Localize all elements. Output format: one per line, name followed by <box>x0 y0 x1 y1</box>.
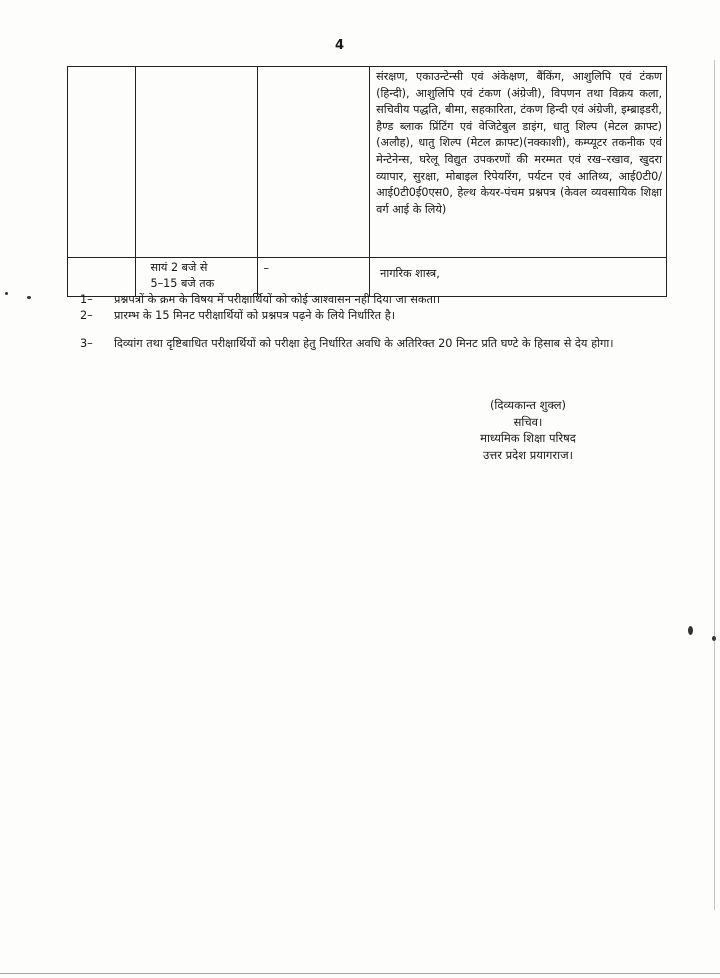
exam-time-start: सायं 2 बजे से <box>150 261 208 274</box>
dash-cell: – <box>258 258 370 297</box>
scan-speck <box>27 296 31 299</box>
note-item <box>80 336 620 352</box>
table-cell-empty <box>68 67 136 258</box>
table-cell-empty <box>68 258 136 297</box>
vocational-subjects-cell: संरक्षण, एकाउन्टेन्सी एवं अंकेक्षण, बैंकिंग, आशुलिपि एवं टंकण (हिन्दी), आशुलिपि एवं टंकण (अंग्रेजी), विपणन तथा विक्रय कला, सचिवीय पद्धति, बीमा, सहकारिता, टंकण हिन्दी एवं अंग्रेजी, इम्ब्राइडरी, हैण्ड ब्लाक प्रिंटिंग एवं वेजिटेबुल डाइंग, धातु शिल्प (मेटल क्राफ्ट)(अलौह), धातु शिल्प (मेटल क्राफ्ट)(नक्काशी), कम्प्यूटर तकनीक एवं मेन्टेनेन्स, घरेलू विद्युत उपकरणों की मरम्मत एवं रख–रखाव, खुदरा व्यापार, सुरक्षा, मोबाइल रिपेयरिंग, पर्यटन एवं आतिथ्य, आई0टी0/आई0टी0ई0एस0, हेल्थ केयर-पंचम प्रश्नपत्र (केवल व्यवसायिक शिक्षा वर्ग आई के लिये) <box>370 67 667 258</box>
note-text: प्रश्नपत्रों के क्रम के विषय में परीक्षार्थियों को कोई आश्वासन नही दिया जा सकता। <box>114 293 441 306</box>
exam-time-cell <box>136 258 258 297</box>
signature-block <box>468 397 588 463</box>
note-item <box>80 292 620 308</box>
table-row <box>68 67 667 258</box>
table-cell-empty <box>136 67 258 258</box>
table-cell-empty <box>258 67 370 258</box>
scan-speck <box>5 292 8 295</box>
note-number: 1– <box>80 293 93 306</box>
table-row <box>68 258 667 297</box>
scan-speck <box>688 626 693 635</box>
signatory-designation: सचिव। <box>513 414 543 429</box>
note-number: 2– <box>80 308 93 322</box>
scan-edge-line <box>714 60 715 910</box>
page-number: 4 <box>335 38 345 53</box>
note-item <box>80 308 620 324</box>
note-text: दिव्यांग तथा दृष्टिबाधित परीक्षार्थियों को परीक्षा हेतु निर्धारित अवधि के अतिरिक्त 20 मिनट प्रति घण्टे के हिसाब से देय होगा। <box>114 337 614 350</box>
notes-list <box>80 292 620 352</box>
exam-schedule-table <box>67 66 667 297</box>
exam-time-end: 5–15 बजे तक <box>150 277 215 290</box>
signatory-place: उत्तर प्रदेश प्रयागराज। <box>483 447 573 462</box>
civics-subject-cell: नागरिक शास्त्र, <box>370 258 667 297</box>
signatory-name: (दिव्यकान्त शुक्ल) <box>489 398 567 412</box>
note-text: प्रारम्भ के 15 मिनट परीक्षार्थियों को प्रश्नपत्र पढ़ने के लिये निर्धारित है। <box>114 308 395 322</box>
note-number: 3– <box>80 337 93 350</box>
signatory-office: माध्यमिक शिक्षा परिषद <box>480 431 576 445</box>
scan-bottom-edge <box>0 973 720 974</box>
